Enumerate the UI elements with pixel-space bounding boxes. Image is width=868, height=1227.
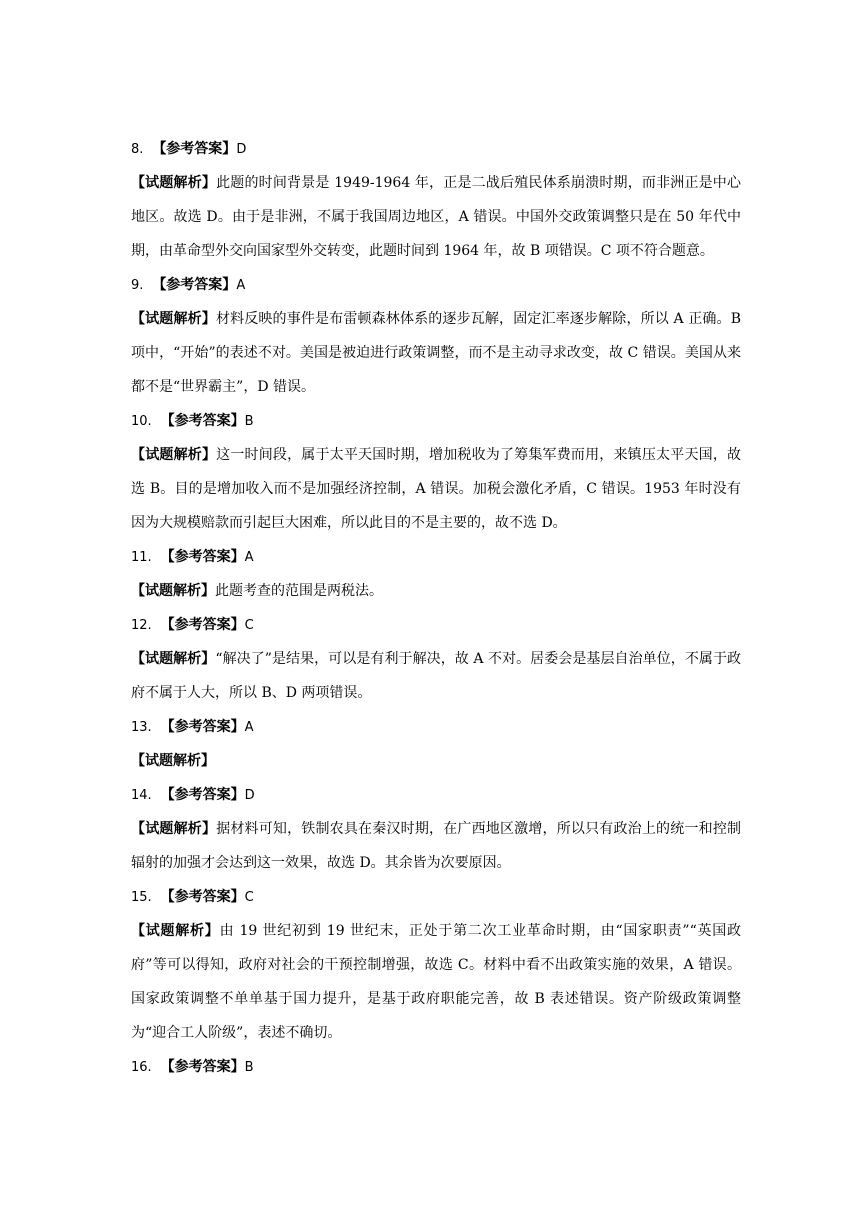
question-number: 8.	[131, 142, 144, 157]
answer-line	[131, 1050, 741, 1084]
answer-label: 【参考答案】	[160, 549, 245, 565]
question-number: 10.	[131, 414, 152, 429]
analysis-text: 这一时间段，属于太平天国时期，增加税收为了筹集军费而用，来镇压太平天国，故选 B。目的是增加收入而不是加强经济控制，A 错误。加税会激化矛盾，C 错误。1953 年时没有因为大规模赔款而引起巨大困难，所以此目的不是主要的，故不选 D。	[131, 447, 742, 531]
answer-line	[131, 710, 741, 744]
question-number: 14.	[131, 788, 152, 803]
answer-value: D	[244, 788, 255, 803]
answer-entry-9	[131, 268, 741, 404]
analysis-paragraph	[131, 302, 741, 404]
answer-value: B	[244, 414, 254, 429]
question-number: 11.	[131, 550, 152, 565]
analysis-label: 【试题解析】	[131, 753, 215, 769]
answer-label: 【参考答案】	[160, 787, 245, 803]
analysis-label: 【试题解析】	[131, 821, 217, 837]
question-number: 13.	[131, 720, 152, 735]
analysis-label: 【试题解析】	[131, 923, 220, 939]
analysis-text: 据材料可知，铁制农具在秦汉时期，在广西地区激增，所以只有政治上的统一和控制辐射的加强才会达到这一效果，故选 D。其余皆为次要原因。	[131, 821, 742, 871]
answer-line	[131, 880, 741, 914]
analysis-paragraph	[131, 812, 741, 880]
analysis-text: 此题的时间背景是 1949-1964 年，正是二战后殖民体系崩溃时期，而非洲正是中心地区。故选 D。由于是非洲，不属于我国周边地区，A 错误。中国外交政策调整只是在 50 年代中期，由革命型外交向国家型外交转变，此题时间到 1964 年，故 B 项错误。C 项不符合题意。	[131, 175, 741, 259]
analysis-label: 【试题解析】	[131, 447, 217, 463]
answer-entry-12	[131, 608, 741, 710]
answer-entry-16	[131, 1050, 741, 1084]
answer-line	[131, 540, 741, 574]
question-number: 12.	[131, 618, 152, 633]
answer-value: A	[244, 550, 254, 565]
answer-entry-14	[131, 778, 741, 880]
answer-label: 【参考答案】	[160, 413, 245, 429]
answer-label: 【参考答案】	[160, 889, 245, 905]
answer-label: 【参考答案】	[160, 1059, 245, 1075]
analysis-paragraph	[131, 574, 741, 608]
question-number: 9.	[131, 278, 144, 293]
analysis-text: 此题考查的范围是两税法。	[215, 583, 383, 599]
answer-label: 【参考答案】	[152, 277, 237, 293]
answer-label: 【参考答案】	[160, 719, 245, 735]
question-number: 15.	[131, 890, 152, 905]
answer-line	[131, 404, 741, 438]
analysis-label: 【试题解析】	[131, 175, 217, 191]
analysis-paragraph	[131, 642, 741, 710]
analysis-text: “解决了”是结果，可以是有利于解决，故 A 不对。居委会是基层自治单位，不属于政府不属于人大，所以 B、D 两项错误。	[131, 651, 742, 701]
answer-line	[131, 268, 741, 302]
analysis-label: 【试题解析】	[131, 651, 216, 667]
answer-value: A	[236, 278, 246, 293]
analysis-label: 【试题解析】	[131, 583, 215, 599]
analysis-text: 由 19 世纪初到 19 世纪末，正处于第二次工业革命时期，由“国家职责”“英国政府”等可以得知，政府对社会的干预控制增强，故选 C。材料中看不出政策实施的效果，A 错误。国家政策调整不单单基于国力提升，是基于政府职能完善，故 B 表述错误。资产阶级政策调整为“迎合工人阶级”，表述不确切。	[131, 923, 742, 1041]
analysis-paragraph	[131, 166, 741, 268]
analysis-label: 【试题解析】	[131, 311, 216, 327]
analysis-text: 材料反映的事件是布雷顿森林体系的逐步瓦解，固定汇率逐步解除，所以 A 正确。B 项中，“开始”的表述不对。美国是被迫进行政策调整，而不是主动寻求改变，故 C 错误。美国从来都不是“世界霸主”，D 错误。	[131, 311, 742, 395]
answer-entry-13	[131, 710, 741, 778]
answer-label: 【参考答案】	[152, 141, 237, 157]
answer-value: D	[236, 142, 247, 157]
answer-label: 【参考答案】	[160, 617, 245, 633]
answer-value: B	[244, 1060, 254, 1075]
analysis-paragraph	[131, 438, 741, 540]
analysis-paragraph	[131, 914, 741, 1050]
answer-entry-8	[131, 132, 741, 268]
answer-entry-11	[131, 540, 741, 608]
answer-key-content	[131, 132, 741, 1084]
answer-value: C	[244, 618, 254, 633]
answer-line	[131, 778, 741, 812]
question-number: 16.	[131, 1060, 152, 1075]
answer-entry-15	[131, 880, 741, 1050]
analysis-paragraph	[131, 744, 741, 778]
answer-value: A	[244, 720, 254, 735]
answer-line	[131, 132, 741, 166]
answer-value: C	[244, 890, 254, 905]
answer-entry-10	[131, 404, 741, 540]
answer-line	[131, 608, 741, 642]
